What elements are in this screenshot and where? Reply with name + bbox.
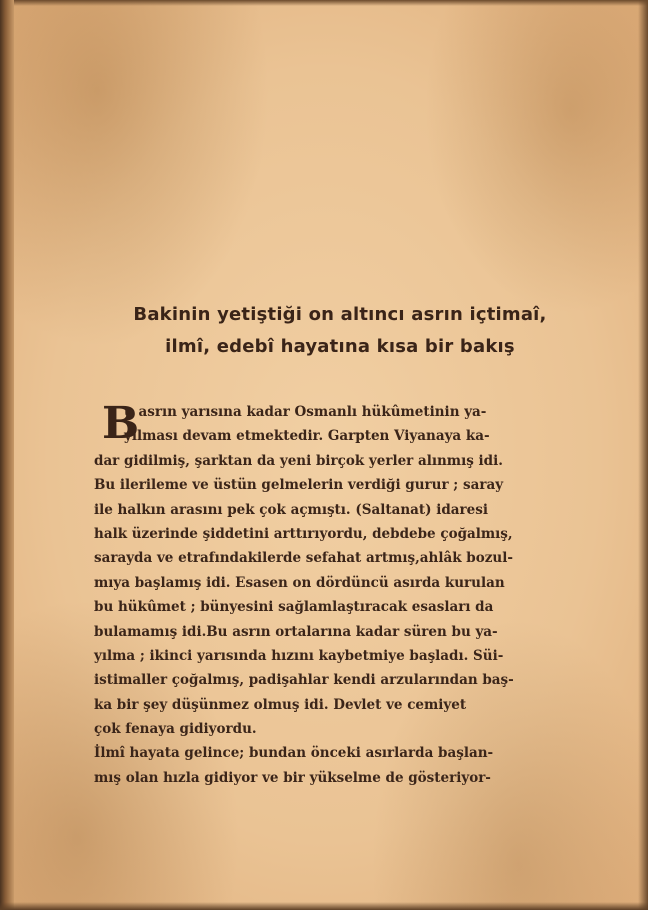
chapter-title [60, 299, 620, 363]
chapter-title-line-2: ilmî, edebî hayatına kısa bir bakış [165, 336, 515, 357]
body-line: çok fenaya gidiyordu. [94, 721, 257, 738]
body-line: mıya başlamış idi. Esasen on dördüncü asırda kurulan [94, 574, 505, 591]
body-line: ile halkın arasını pek çok açmıştı. (Saltanat) idaresi [94, 501, 488, 518]
body-line: u asrın yarısına kadar Osmanlı hükûmetinin ya- [124, 404, 487, 420]
body-line: sarayda ve etrafındakilerde sefahat artmış,ahlâk bozul- [94, 550, 513, 567]
body-line: halk üzerinde şiddetini arttırıyordu, debdebe çoğalmış, [94, 525, 513, 542]
body-line: Bu ilerileme ve üstün gelmelerin verdiği gurur ; saray [94, 477, 504, 494]
body-line: İlmî hayata gelince; bundan önceki asırlarda başlan- [94, 745, 494, 762]
page-top-edge [0, 0, 648, 6]
body-line: dar gidilmiş, şarktan da yeni birçok yerler alınmış idi. [94, 452, 503, 469]
drop-cap: B [102, 398, 140, 449]
body-line: bulamamış idi.Bu asrın ortalarına kadar süren bu ya- [94, 623, 498, 640]
body-line: mış olan hızla gidiyor ve bir yükselme de gösteriyor- [94, 769, 491, 786]
body-line: yılması devam etmektedir. Garpten Viyanaya ka- [124, 428, 490, 445]
chapter-title-line-1: Bakinin yetiştiği on altıncı asrın içtimaî, [133, 304, 547, 325]
body-line: ka bir şey düşünmez olmuş idi. Devlet ve cemiyet [94, 696, 467, 713]
body-line: istimaller çoğalmış, padişahlar kendi arzularından baş- [94, 672, 514, 689]
page-bottom-edge [0, 902, 648, 910]
body-paragraph [94, 400, 550, 790]
book-binding-edge [0, 0, 14, 910]
body-line: yılma ; ikinci yarısında hızını kaybetmiye başladı. Süi- [94, 647, 504, 664]
body-line: bu hükûmet ; bünyesini sağlamlaştıracak esasları da [94, 599, 494, 616]
page-right-edge [638, 0, 648, 910]
